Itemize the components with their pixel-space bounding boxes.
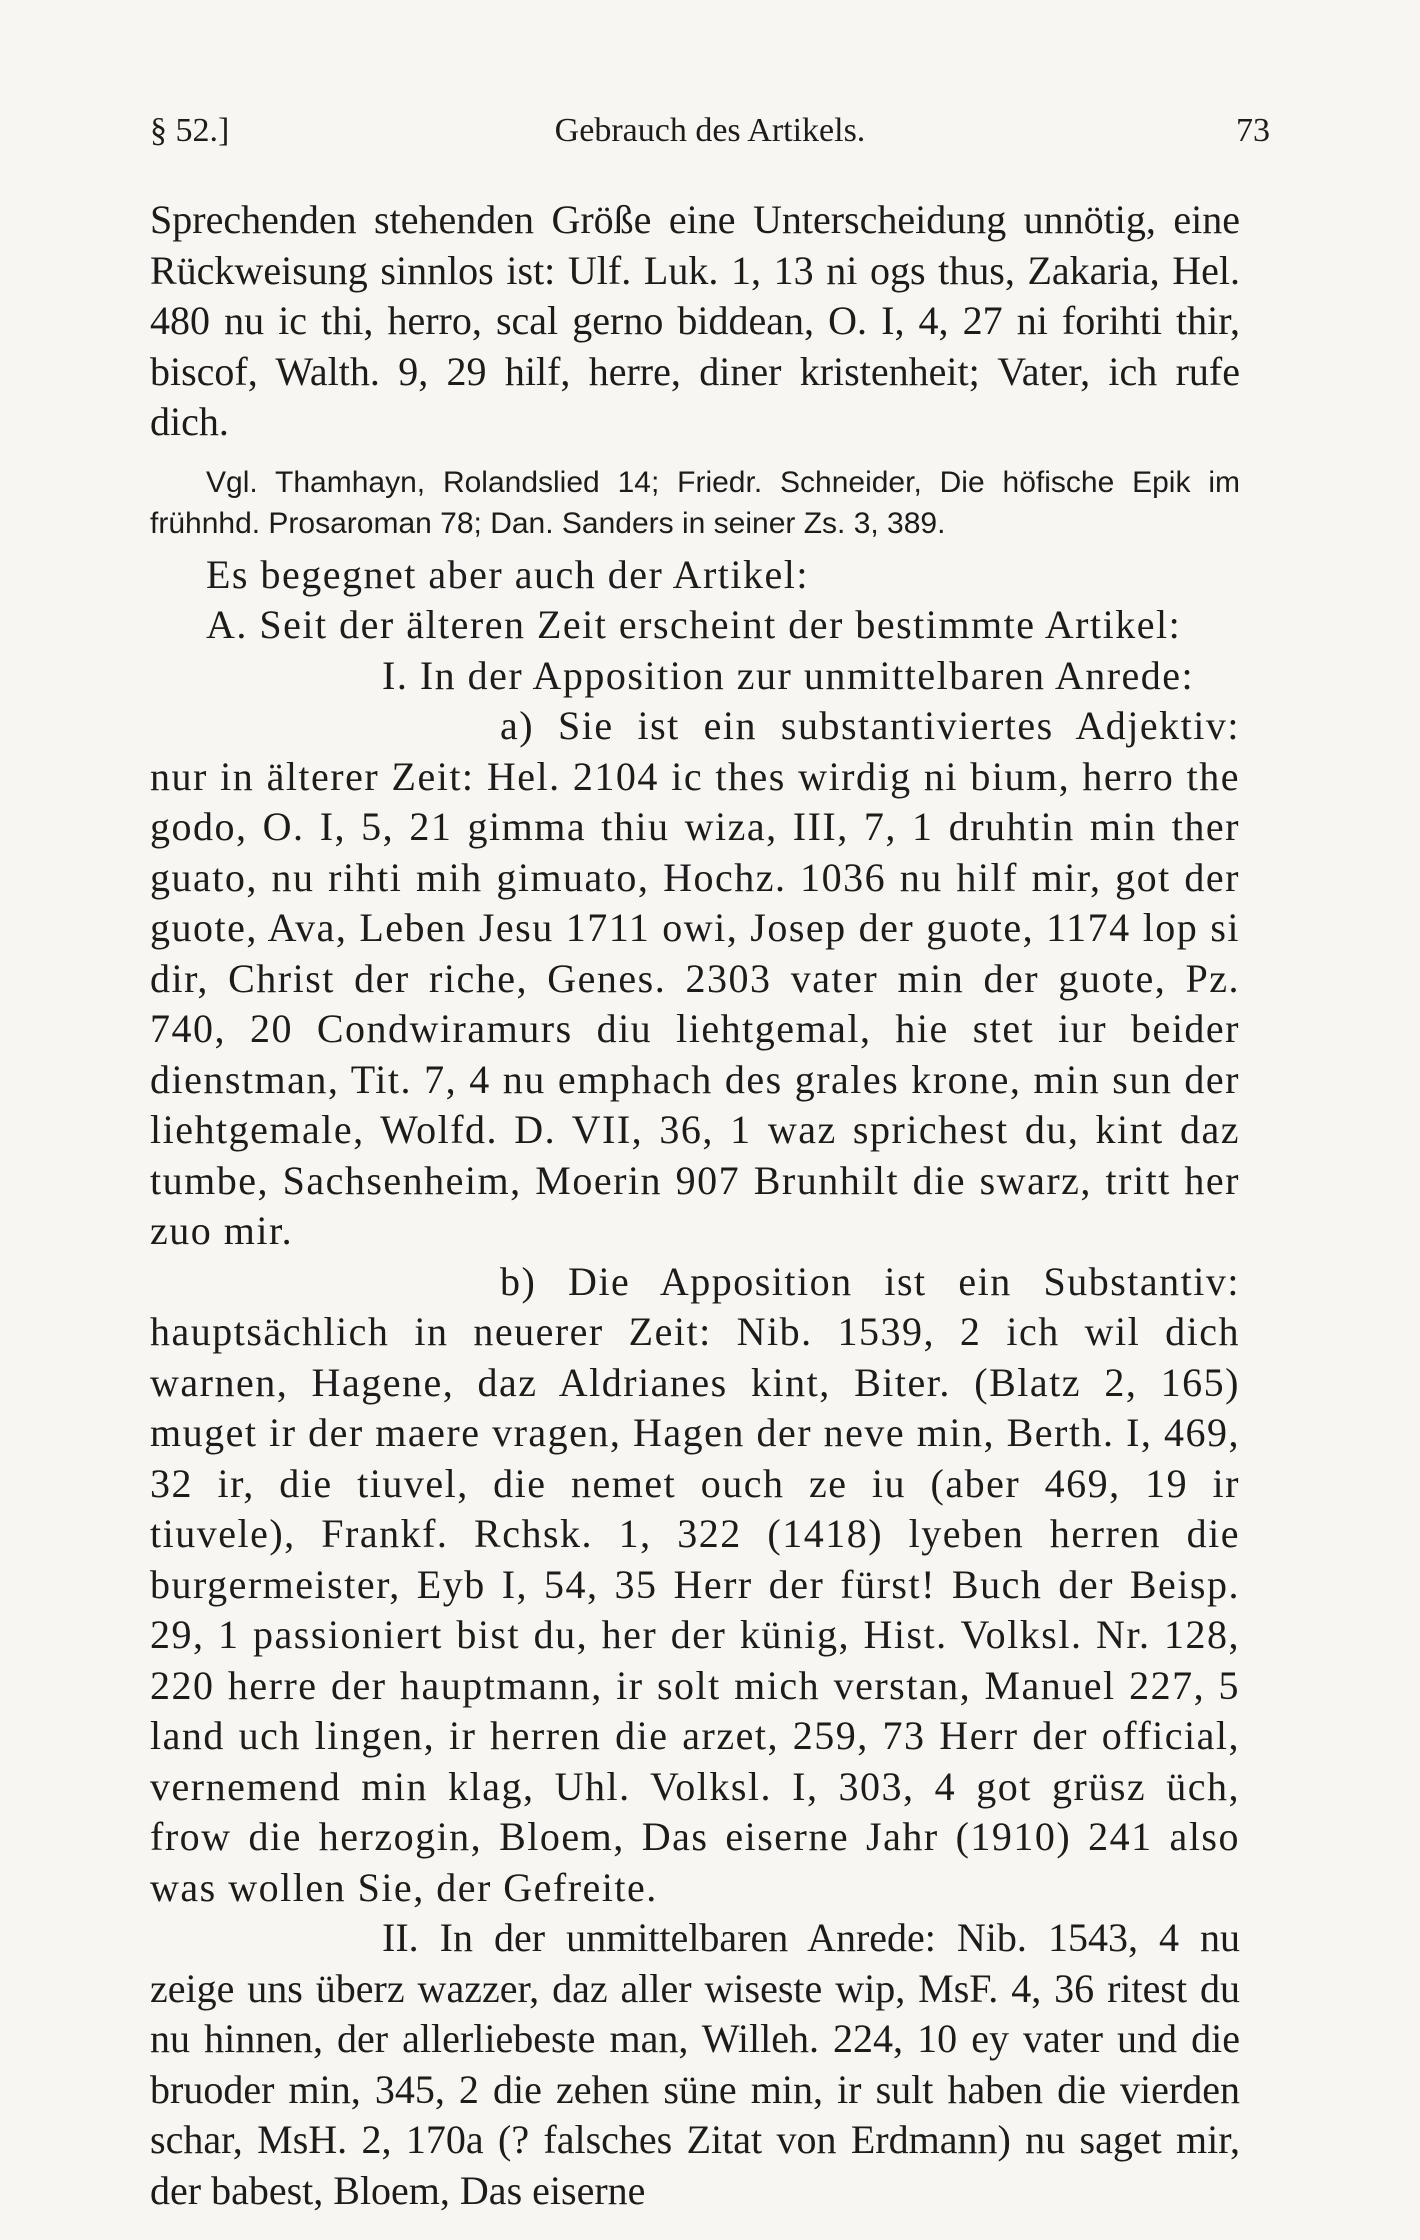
reference-note: Vgl. Thamhayn, Rolandslied 14; Friedr. Schneider, Die höfische Epik im frühnhd. Prosaroman 78; Dan. Sanders in seiner Zs. 3, 389. (150, 465, 1240, 540)
paragraph-a: a) Sie ist ein substantiviertes Adjektiv: nur in älterer Zeit: Hel. 2104 ic thes wirdig ni bium, herro the godo, O. I, 5, 21 gimma thiu wiza, III, 7, 1 druhtin min ther guato, nu rihti mih gimuato, Hochz. 1036 nu hilf mir, got der guote, Ava, Leben Jesu 1711 owi, Josep der guote, 1174 lop si dir, Christ der riche, Genes. 2303 vater min der guote, Pz. 740, 20 Condwiramurs diu liehtgemal, hie stet iur beider dienstman, Tit. 7, 4 nu emphach des grales krone, min sun der liehtgemale, Wolfd. D. VII, 36, 1 waz sprichest du, kint daz tumbe, Sachsenheim, Moerin 907 Brunhilt die swarz, tritt her zuo mir. (150, 703, 1240, 1253)
page-body (150, 195, 1240, 2216)
paragraph-intro: Es begegnet aber auch der Artikel: (206, 551, 809, 597)
section-a-heading: A. Seit der älteren Zeit erscheint der bestimmte Artikel: (206, 602, 1182, 647)
paragraph-continuation: Sprechenden stehenden Größe eine Unterscheidung unnötig, eine Rückweisung sinnlos ist: Ulf. Luk. 1, 13 ni ogs thus, Zakaria, Hel. 480 nu ic thi, herro, scal gerno biddean, O. I, 4, 27 ni forihti thir, biscof, Walth. 9, 29 hilf, herre, diner kristenheit; Vater, ich rufe dich. (150, 197, 1240, 444)
page-number: 73 (1236, 112, 1270, 149)
section-ii-paragraph: II. In der unmittelbaren Anrede: Nib. 1543, 4 nu zeige uns überz wazzer, daz aller wiseste wip, MsF. 4, 36 ritest du nu hinnen, der allerliebeste man, Willeh. 224, 10 ey vater und die bruoder min, 345, 2 die zehen süne min, ir sult haben die vierden schar, MsH. 2, 170a (? falsches Zitat von Erdmann) nu saget mir, der babest, Bloem, Das eiserne (150, 1915, 1240, 2213)
section-i-heading: I. In der Apposition zur unmittelbaren Anrede: (382, 652, 1195, 698)
section-reference: § 52.] (150, 112, 230, 149)
running-header (150, 112, 1270, 156)
chapter-title: Gebrauch des Artikels. (554, 112, 866, 149)
paragraph-b: b) Die Apposition ist ein Substantiv: hauptsächlich in neuerer Zeit: Nib. 1539, 2 ich wil dich warnen, Hagene, daz Aldrianes kint, Biter. (Blatz 2, 165) muget ir der maere vragen, Hagen der neve min, Berth. I, 469, 32 ir, die tiuvel, die nemet ouch ze iu (aber 469, 19 ir tiuvele), Frankf. Rchsk. 1, 322 (1418) lyeben herren die burgermeister, Eyb I, 54, 35 Herr der fürst! Buch der Beisp. 29, 1 passioniert bist du, her der künig, Hist. Volksl. Nr. 128, 220 herre der hauptmann, ir solt mich verstan, Manuel 227, 5 land uch lingen, ir herren die arzet, 259, 73 Herr der official, vernemend min klag, Uhl. Volksl. I, 303, 4 got grüsz üch, frow die herzogin, Bloem, Das eiserne Jahr (1910) 241 also was wollen Sie, der Gefreite. (150, 1258, 1240, 1910)
